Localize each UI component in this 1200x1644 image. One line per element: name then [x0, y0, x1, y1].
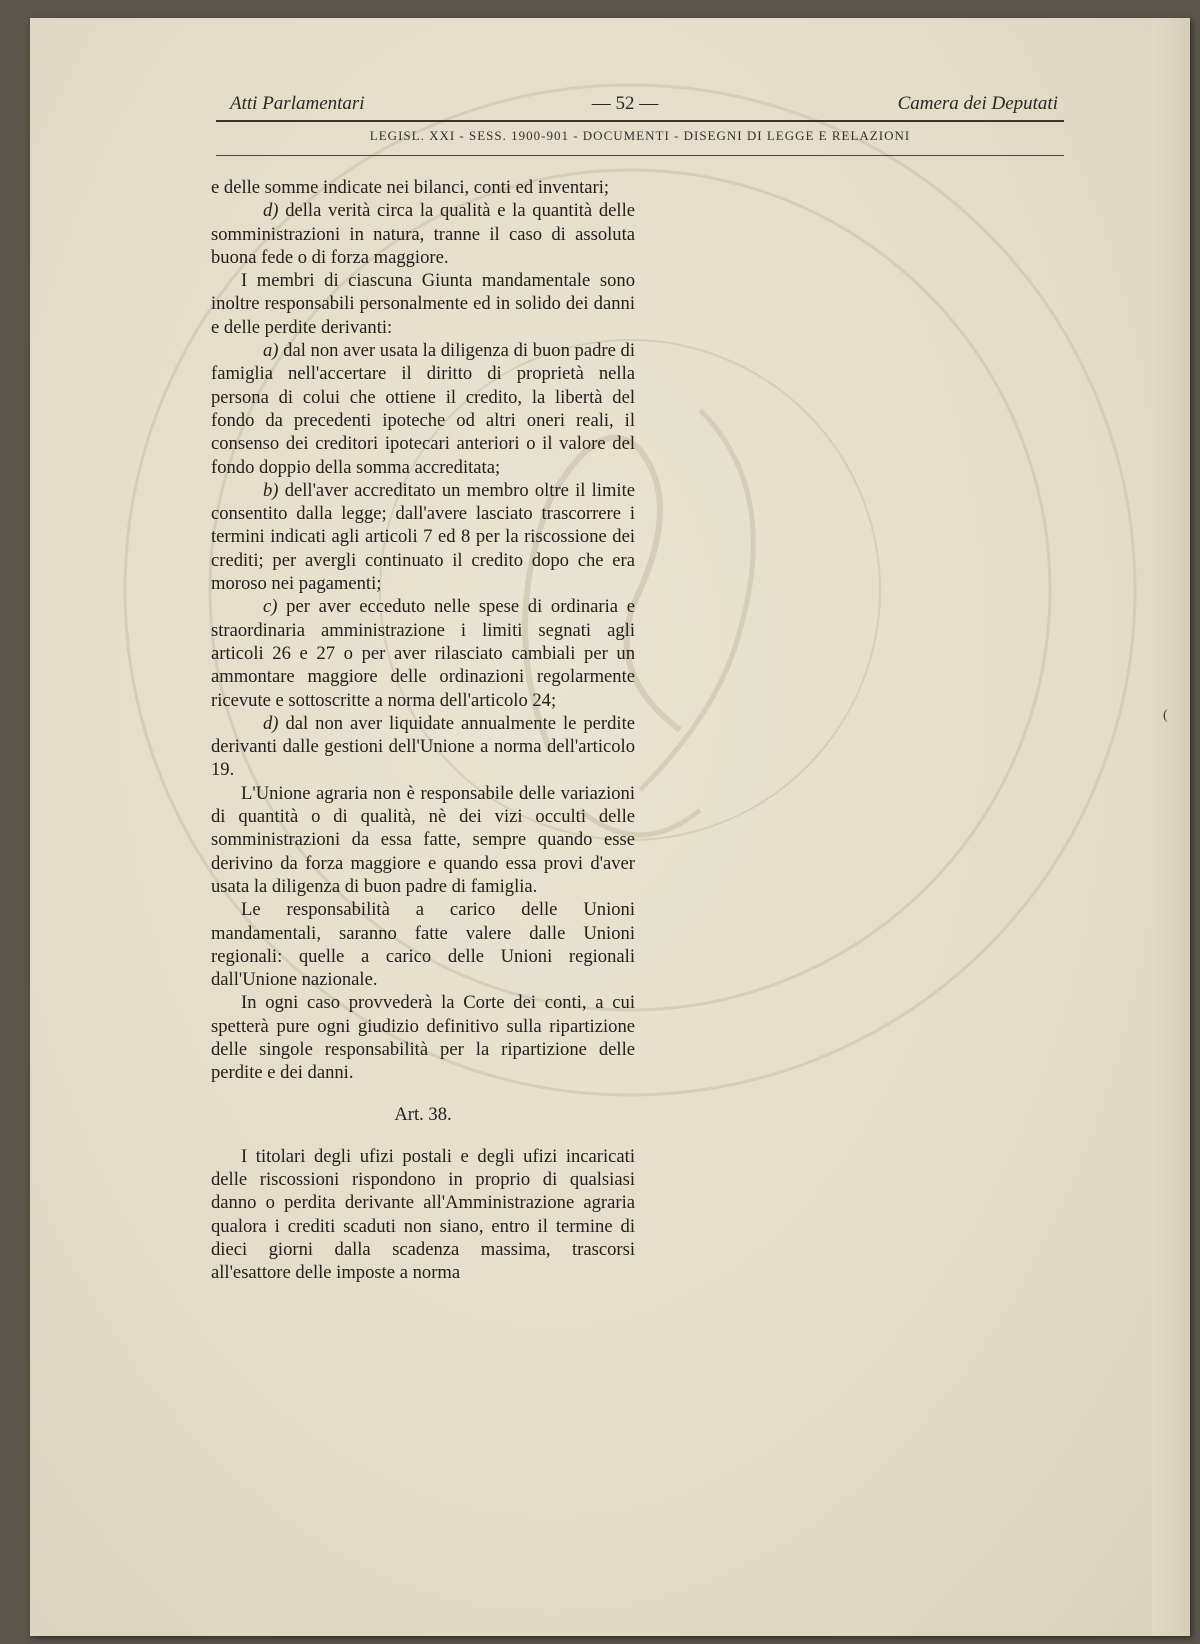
item-text: dal non aver liquidate annualmente le perdite derivanti dalle gestioni dell'Unione a norma dell'articolo 19. — [211, 712, 635, 781]
item-letter: d) — [263, 200, 279, 222]
subtitle-rule — [216, 155, 1064, 156]
list-item — [211, 199, 635, 269]
page-number: — 52 — — [591, 93, 659, 114]
header-left: Atti Parlamentari — [230, 93, 365, 114]
paragraph: I titolari degli ufizi postali e degli ufizi incaricati delle riscossioni rispondono in proprio di qualsiasi danno o perdita derivante all'Amministrazione agraria qualora i crediti scaduti non siano, entro il termine di dieci giorni dalla scadenza massima, trascorsi all'esattore delle imposte a norma — [211, 1145, 635, 1284]
header-right: Camera dei Deputati — [897, 93, 1058, 114]
list-item — [211, 479, 635, 595]
text-column — [211, 176, 635, 1285]
item-letter: a) — [263, 340, 279, 362]
list-item — [211, 712, 635, 782]
paragraph: In ogni caso provvederà la Corte dei conti, a cui spetterà pure ogni giudizio definitivo sulla ripartizione delle singole responsabilità per la ripartizione delle perdite e dei danni. — [211, 992, 635, 1084]
paragraph: L'Unione agraria non è responsabile delle variazioni di quantità o di qualità, nè dei vizi occulti delle somministrazioni da essa fatte, sempre quando esse derivino da forza maggiore e quando essa provi d'aver usata la diligenza di buon padre di famiglia. — [211, 782, 635, 897]
header-rule — [216, 120, 1064, 122]
item-letter: c) — [263, 596, 278, 618]
item-text: della verità circa la qualità e la quantità delle somministrazioni in natura, tranne il caso di assoluta buona fede o di forza maggiore. — [211, 200, 636, 268]
list-item — [211, 595, 635, 711]
list-item — [211, 339, 635, 479]
item-text: dell'aver accreditato un membro oltre il limite consentito dalla legge; dall'avere lasciato trascorrere i termini indicati agli articoli 7 ed 8 per la riscossione dei crediti; per avergli continuato il credito dopo che era moroso nei pagamenti; — [211, 479, 635, 595]
paragraph: Le responsabilità a carico delle Unioni mandamentali, saranno fatte valere dalle Unioni regionali: quelle a carico delle Unioni regionali dall'Unione nazionale. — [211, 899, 635, 991]
page-edge — [1152, 18, 1190, 1636]
paragraph: e delle somme indicate nei bilanci, conti ed inventari; — [211, 177, 610, 198]
item-text: dal non aver usata la diligenza di buon padre di famiglia nell'accertare il diritto di proprietà nella persona di colui che ottiene il credito, la libertà del fondo da precedenti ipoteche od altri oneri reali, il consenso dei creditori ipotecari anteriori o il valore del fondo doppio della somma accreditata; — [211, 340, 635, 478]
item-letter: b) — [263, 479, 279, 501]
item-text: per aver ecceduto nelle spese di ordinaria e straordinaria amministrazione i limiti segnati agli articoli 26 e 27 o per aver rilasciato cambiali per un ammontare maggiore delle ordinazioni regolarmente ricevute e sottoscritte a norma dell'articolo 24; — [211, 596, 635, 711]
article-heading: Art. 38. — [394, 1103, 452, 1125]
paragraph: I membri di ciascuna Giunta mandamentale sono inoltre responsabili personalmente ed in solido dei danni e delle perdite derivanti: — [211, 270, 635, 338]
running-header — [186, 93, 1064, 115]
item-letter: d) — [263, 712, 279, 734]
header-subtitle: LEGISL. XXI - SESS. 1900-901 - DOCUMENTI - DISEGNI DI LEGGE E RELAZIONI — [369, 128, 911, 143]
margin-mark: ( — [1163, 708, 1168, 723]
